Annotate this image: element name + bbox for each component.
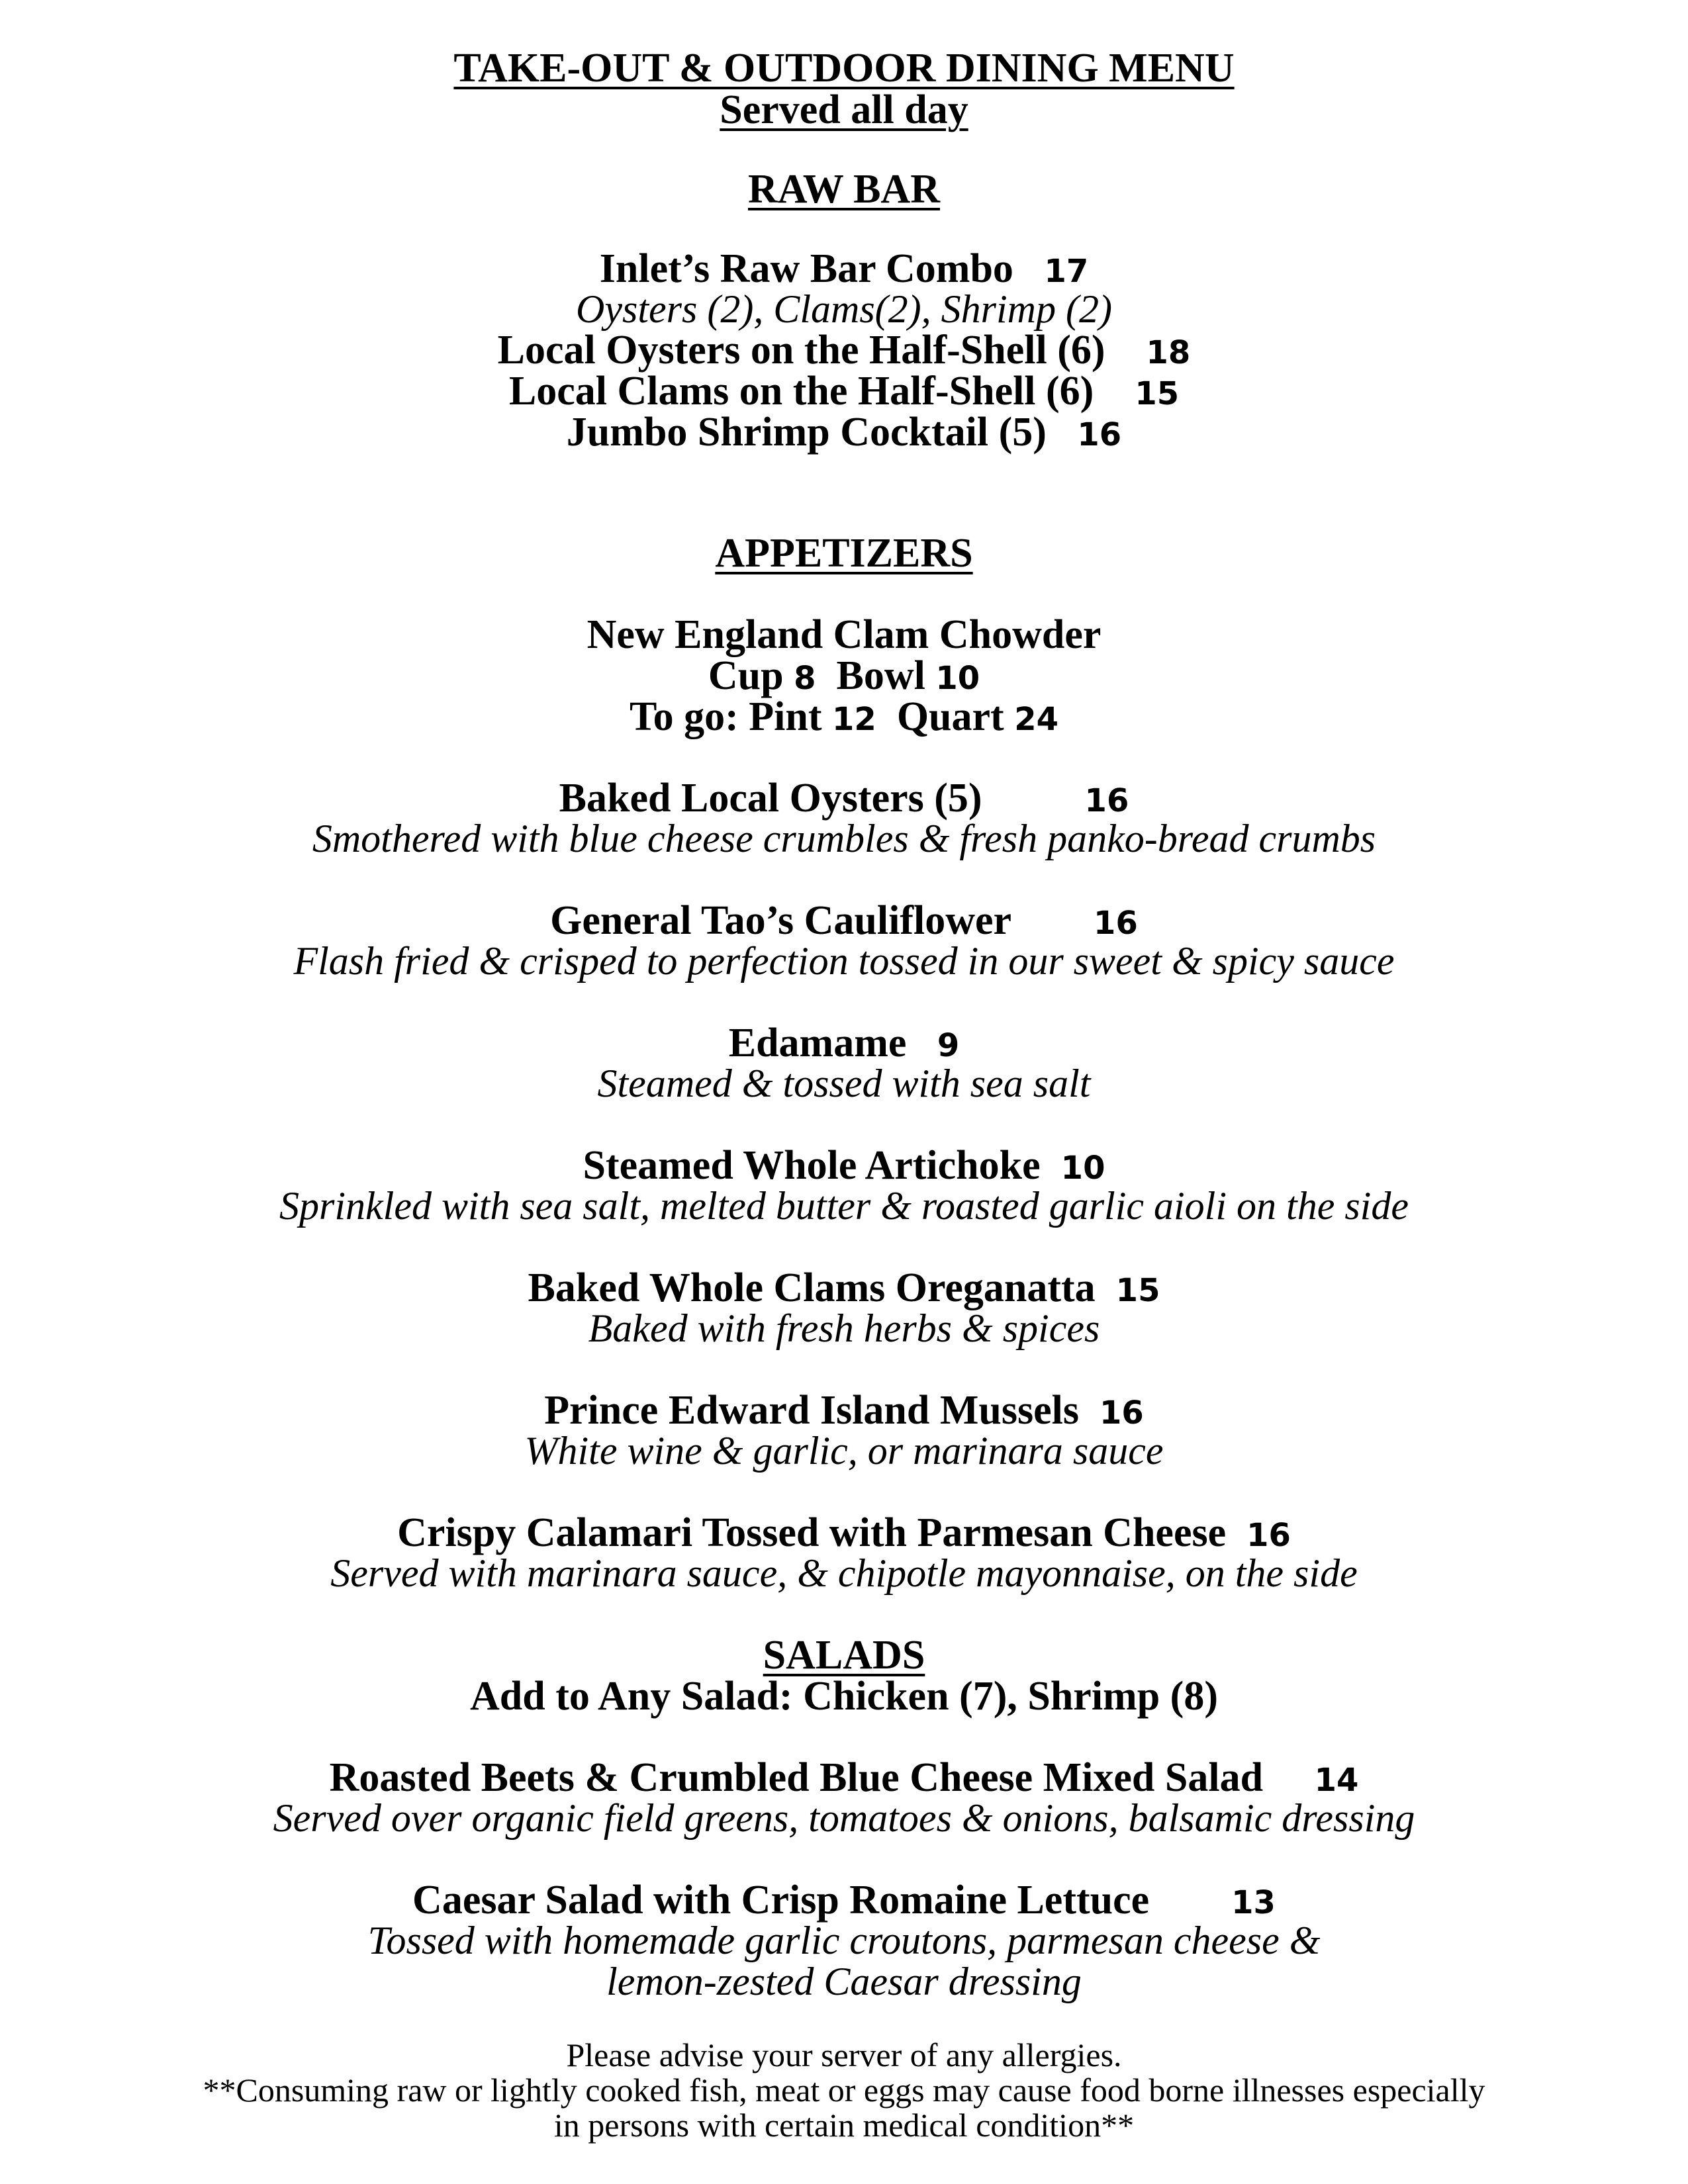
mussels-desc: White wine & garlic, or marinara sauce (524, 1429, 1164, 1473)
quart-price: 24 (1014, 701, 1058, 738)
item-name: General Tao’s Cauliflower (550, 898, 1012, 943)
item-price: 16 (1100, 1394, 1144, 1432)
local-oysters-item (0, 330, 1688, 371)
calamari-item (0, 1512, 1688, 1553)
cauliflower-item (0, 900, 1688, 941)
item-name: Baked Local Oysters (5) (559, 776, 982, 821)
beets-salad-desc: Served over organic field greens, tomatoes & onions, balsamic dressing (273, 1796, 1415, 1840)
item-price: 17 (1044, 253, 1089, 290)
salad-addon: Add to Any Salad: Chicken (7), Shrimp (8) (470, 1674, 1218, 1719)
allergy-note: Please advise your server of any allergies. (566, 2036, 1122, 2073)
clams-oreganatta-item (0, 1267, 1688, 1308)
quart-label: Quart (896, 694, 1004, 739)
pint-label: Pint (749, 694, 822, 739)
pint-price: 12 (832, 701, 876, 738)
item-price: 15 (1115, 1272, 1160, 1309)
raw-bar-combo (0, 248, 1688, 289)
caesar-salad-item (0, 1880, 1688, 1921)
raw-bar-heading: RAW BAR (748, 167, 940, 212)
cup-price: 8 (794, 660, 816, 697)
bowl-label: Bowl (836, 653, 925, 698)
artichoke-item (0, 1145, 1688, 1186)
item-name: Local Oysters on the Half-Shell (6) (497, 328, 1105, 373)
edamame-desc: Steamed & tossed with sea salt (597, 1062, 1091, 1105)
consumption-warning-1: **Consuming raw or lightly cooked fish, meat or eggs may cause food borne illnesses especially (203, 2071, 1485, 2109)
item-name: Local Clams on the Half-Shell (6) (508, 369, 1094, 414)
item-price: 18 (1146, 334, 1191, 371)
chowder-sizes (0, 655, 1688, 696)
cup-label: Cup (708, 653, 784, 698)
item-price: 16 (1094, 905, 1138, 942)
local-clams-item (0, 371, 1688, 412)
bowl-price: 10 (935, 660, 980, 697)
item-name: Caesar Salad with Crisp Romaine Lettuce (412, 1878, 1150, 1923)
caesar-salad-desc-1: Tossed with homemade garlic croutons, parmesan cheese & (367, 1919, 1321, 1962)
item-name: Steamed Whole Artichoke (583, 1143, 1041, 1188)
clams-oreganatta-desc: Baked with fresh herbs & spices (588, 1306, 1100, 1350)
baked-oysters-desc: Smothered with blue cheese crumbles & fresh panko-bread crumbs (312, 817, 1376, 860)
togo-label: To go: (629, 694, 739, 739)
chowder-togo (0, 696, 1688, 737)
raw-bar-combo-desc: Oysters (2), Clams(2), Shrimp (2) (576, 287, 1112, 331)
item-price: 16 (1077, 416, 1122, 453)
chowder-name: New England Clam Chowder (586, 612, 1102, 657)
item-name: Inlet’s Raw Bar Combo (599, 246, 1013, 291)
consumption-warning-2: in persons with certain medical condition** (553, 2107, 1135, 2144)
edamame-item (0, 1023, 1688, 1064)
item-price: 16 (1084, 782, 1129, 819)
item-price: 13 (1231, 1884, 1276, 1921)
artichoke-desc: Sprinkled with sea salt, melted butter & roasted garlic aioli on the side (279, 1184, 1409, 1228)
item-price: 9 (937, 1027, 960, 1064)
caesar-salad-desc-2: lemon-zested Caesar dressing (606, 1960, 1082, 2003)
beets-salad-item (0, 1757, 1688, 1798)
cauliflower-desc: Flash fried & crisped to perfection tossed in our sweet & spicy sauce (293, 939, 1395, 983)
salads-heading: SALADS (763, 1633, 925, 1678)
item-name: Jumbo Shrimp Cocktail (5) (566, 410, 1047, 455)
item-price: 15 (1135, 375, 1180, 412)
menu-subtitle: Served all day (720, 87, 968, 132)
item-name: Crispy Calamari Tossed with Parmesan Cheese (397, 1510, 1227, 1555)
mussels-item (0, 1390, 1688, 1431)
menu-title: TAKE-OUT & OUTDOOR DINING MENU (453, 46, 1235, 91)
item-name: Roasted Beets & Crumbled Blue Cheese Mixed Salad (329, 1755, 1264, 1800)
baked-oysters-item (0, 778, 1688, 819)
jumbo-shrimp-item (0, 412, 1688, 453)
appetizers-heading: APPETIZERS (715, 531, 973, 576)
item-price: 16 (1246, 1517, 1291, 1554)
item-price: 10 (1060, 1150, 1105, 1187)
calamari-desc: Served with marinara sauce, & chipotle mayonnaise, on the side (330, 1551, 1358, 1595)
item-name: Edamame (728, 1021, 907, 1066)
item-name: Prince Edward Island Mussels (544, 1388, 1080, 1433)
item-price: 14 (1314, 1762, 1359, 1799)
item-name: Baked Whole Clams Oreganatta (528, 1265, 1096, 1310)
